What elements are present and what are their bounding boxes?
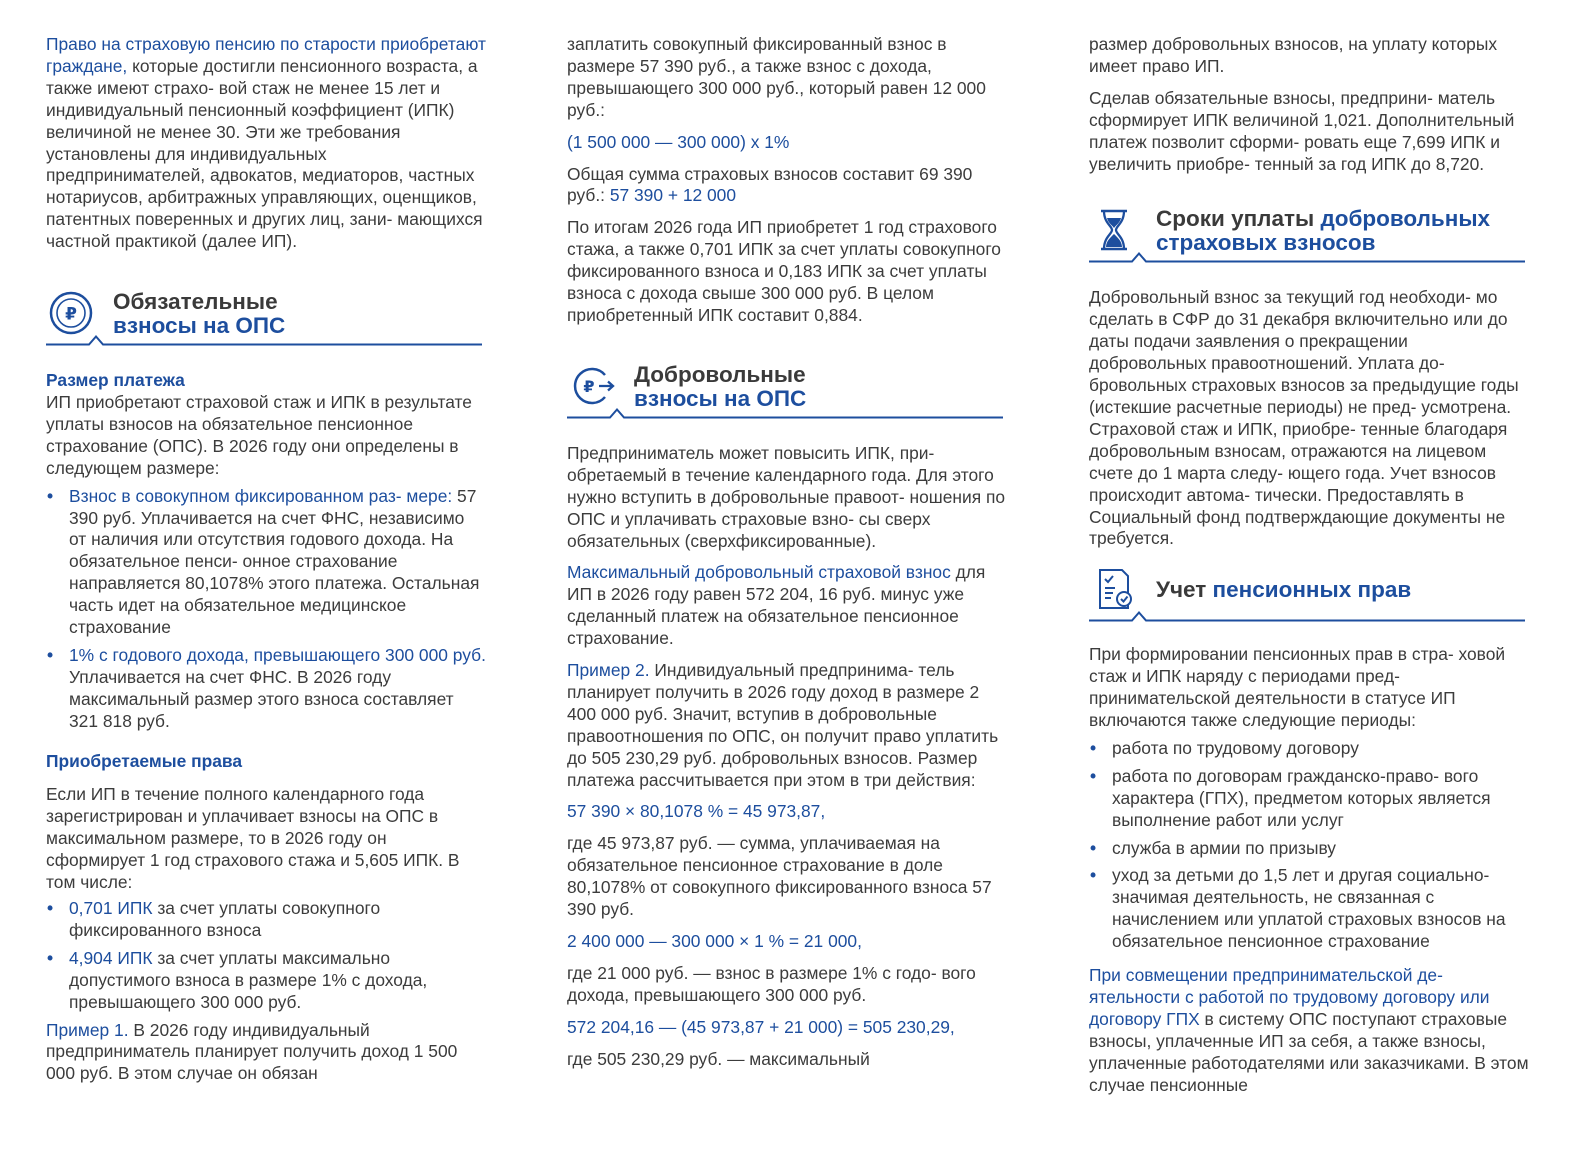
explanation-3: где 21 000 руб. — взнос в размере 1% с годо- вого дохода, превышающего 300 000 руб.	[567, 962, 976, 1005]
ruble-coin-icon	[48, 290, 94, 336]
paragraph-rights-intro: При формировании пенсионных прав в стра- ховой стаж и ИПК наряду с периодами пред- принимательской деятельности в статусе ИП включаются также следующие периоды:	[1089, 644, 1506, 731]
list-item: • служба в армии по призыву	[1089, 838, 1529, 860]
ruble-transfer-icon	[569, 363, 615, 409]
intro-lead: Право на страховую пенсию по старости приобретают граждане,	[46, 34, 486, 76]
formula-1: (1 500 000 — 300 000) х 1%	[567, 131, 790, 152]
paragraph-ipk: Сделав обязательные взносы, предприни- матель сформирует ИПК величиной 1,021. Дополнительный платеж позволит сформи- ровать еще 7,699 ИПК и увеличить приобре- тенный за год ИПК до 8,720.	[1089, 87, 1515, 174]
list-item: • Взнос в совокупном фиксированном раз- мере: 57 390 руб. Уплачивается на счет ФНС, независимо от наличия или отсутствия годового дохода. На обязательное пенси- онное страхование направляется 80,1078% этого платежа. Остальная часть идет на обязательное медицинское страхование	[46, 486, 486, 639]
subheading-acquired-rights: Приобретаемые права	[46, 750, 243, 771]
document-checklist-icon	[1091, 566, 1137, 612]
column-1	[46, 34, 486, 1095]
heading-voluntary-contributions	[567, 357, 1007, 419]
intro-paragraph	[46, 34, 486, 253]
heading-title: Добровольные взносы на ОПС	[634, 361, 807, 411]
paragraph-max-contribution: Максимальный добровольный страховой взнос для ИП в 2026 году равен 572 204, 16 руб. минус уже сделанный платеж на обязательное пенсионное страхование.	[567, 562, 986, 649]
paragraph-continuation: размер добровольных взносов, на уплату которых имеет право ИП.	[1089, 34, 1498, 76]
list-item: • уход за детьми до 1,5 лет и другая социально-значимая деятельность, не связанная с начислением или уплатой страховых взносов на обязательное пенсионное страхование	[1089, 865, 1529, 953]
paragraph-acquired-rights: Если ИП в течение полного календарного года зарегистрирован и уплачивает взносы на ОПС в максимальном размере, то в 2026 году он сформирует 1 год страхового стажа и 5,605 ИПК. В том числе:	[46, 784, 460, 893]
heading-underline	[1089, 249, 1525, 263]
column-3	[1089, 34, 1529, 1107]
paragraph-voluntary: Предприниматель может повысить ИПК, при- обретаемый в течение календарного года. Для этого нужно вступить в добровольные правоот- ношения по ОПС и уплачивать страховые взно- сы сверх обязательных (сверхфиксированные).	[567, 442, 1006, 551]
paragraph-combination: При совмещении предпринимательской де- ятельности с работой по трудовому договору или договору ГПХ в систему ОПС поступают страховые взносы, уплаченные ИП за себя, а также взносы, уплаченные работодателями или заказчиками. В этом случае пенсионные	[1089, 965, 1529, 1095]
heading-mandatory-contributions	[46, 284, 486, 346]
formula-3: 2 400 000 — 300 000 × 1 % = 21 000,	[567, 931, 862, 951]
intro-rest: которые достигли пенсионного возраста, а также имеют страхо- вой стаж не менее 15 лет и индивидуальный пенсионный коэффициент (ИПК) величиной не менее 30. Эти же требования установлены для индивидуальных предпринимателей, адвокатов, медиаторов, частных нотариусов, арбитражных управляющих, оценщиков, патентных поверенных и других лиц, зани- мающихся частной практикой (далее ИП).	[46, 55, 483, 252]
svg-text:₽: ₽	[583, 376, 595, 396]
heading-pension-rights	[1089, 560, 1529, 622]
column-2	[567, 34, 1007, 1081]
list-item: • 4,904 ИПК за счет уплаты максимально допустимого взноса в размере 1% с дохода, превышающего 300 000 руб.	[46, 948, 486, 1014]
paragraph-result: По итогам 2026 года ИП приобретет 1 год страхового стажа, а также 0,701 ИПК за счет уплаты совокупного фиксированного взноса и 0,183 ИПК за счет уплаты взноса с дохода свыше 300 000 руб. В целом приобретенный ИПК составит 0,884.	[567, 217, 1001, 325]
explanation-4: где 505 230,29 руб. — максимальный	[567, 1048, 870, 1069]
list-periods	[1089, 738, 1529, 953]
explanation-2: где 45 973,87 руб. — сумма, уплачиваемая на обязательное пенсионное страхование в доле 80,1078% от совокупного фиксированного взноса 57 390 руб.	[567, 833, 992, 920]
paragraph-deadlines: Добровольный взнос за текущий год необходи- мо сделать в СФР до 31 декабря включительно или до даты подачи заявления о прекращении добровольных правоотношений. Уплата до- бровольных страховых взносов за предыдущие годы (истекшие расчетные периоды) не пред- усмотрена. Страховой стаж и ИПК, приобре- тенные благодаря добровольным взносам, отражаются на лицевом счете до 1 марта следу- ющего года. Учет взносов происходит автома- тически. Предоставлять в Социальный фонд подтверждающие документы не требуется.	[1089, 287, 1519, 549]
paragraph-payment-size: ИП приобретают страховой стаж и ИПК в результате уплаты взносов на обязательное пенсионное страхование (ОПС). В 2026 году они определены в следующем размере:	[46, 391, 472, 478]
heading-title: Сроки уплаты добровольных страховых взносов	[1156, 206, 1491, 256]
hourglass-icon	[1091, 207, 1137, 253]
list-item: • 1% с годового дохода, превышающего 300 000 руб. Уплачивается на счет ФНС. В 2026 году максимальный размер этого взноса составляет 321 818 руб.	[46, 645, 486, 733]
heading-title: Обязательные взносы на ОПС	[113, 289, 286, 339]
example-2: Пример 2. Индивидуальный предпринима- тель планирует получить в 2026 году доход в размере 2 400 000 руб. Значит, вступив в добровольные правоотношения по ОПС, он получит право уплатить до 505 230,29 руб. добровольных взносов. Размер платежа рассчитывается при этом в три действия:	[567, 660, 999, 790]
heading-payment-deadlines	[1089, 201, 1529, 263]
example-1: Пример 1. В 2026 году индивидуальный предприниматель планирует получить доход 1 500 000 руб. В этом случае он обязан	[46, 1019, 458, 1084]
heading-underline	[567, 405, 1003, 419]
heading-underline	[46, 332, 482, 346]
paragraph-continuation: заплатить совокупный фиксированный взнос в размере 57 390 руб., а также взнос с дохода, превышающего 300 000 руб., который равен 12 000 руб.:	[567, 34, 986, 120]
heading-underline	[1089, 608, 1525, 622]
subheading-payment-size: Размер платежа	[46, 370, 185, 391]
list-item: • 0,701 ИПК за счет уплаты совокупного фиксированного взноса	[46, 898, 486, 942]
formula-4: 572 204,16 — (45 973,87 + 21 000) = 505 230,29,	[567, 1016, 955, 1037]
list-item: • работа по трудовому договору	[1089, 738, 1529, 760]
svg-text:₽: ₽	[65, 304, 77, 325]
list-contributions	[46, 486, 486, 733]
heading-title: Учет пенсионных прав	[1156, 577, 1412, 603]
list-rights	[46, 898, 486, 1014]
list-item: • работа по договорам гражданско-право- вого характера (ГПХ), предметом которых является выполнение работ или услуг	[1089, 766, 1529, 832]
formula-2: 57 390 × 80,1078 % = 45 973,87,	[567, 801, 826, 822]
paragraph-total: Общая сумма страховых взносов составит 69 390 руб.: 57 390 + 12 000	[567, 163, 973, 206]
